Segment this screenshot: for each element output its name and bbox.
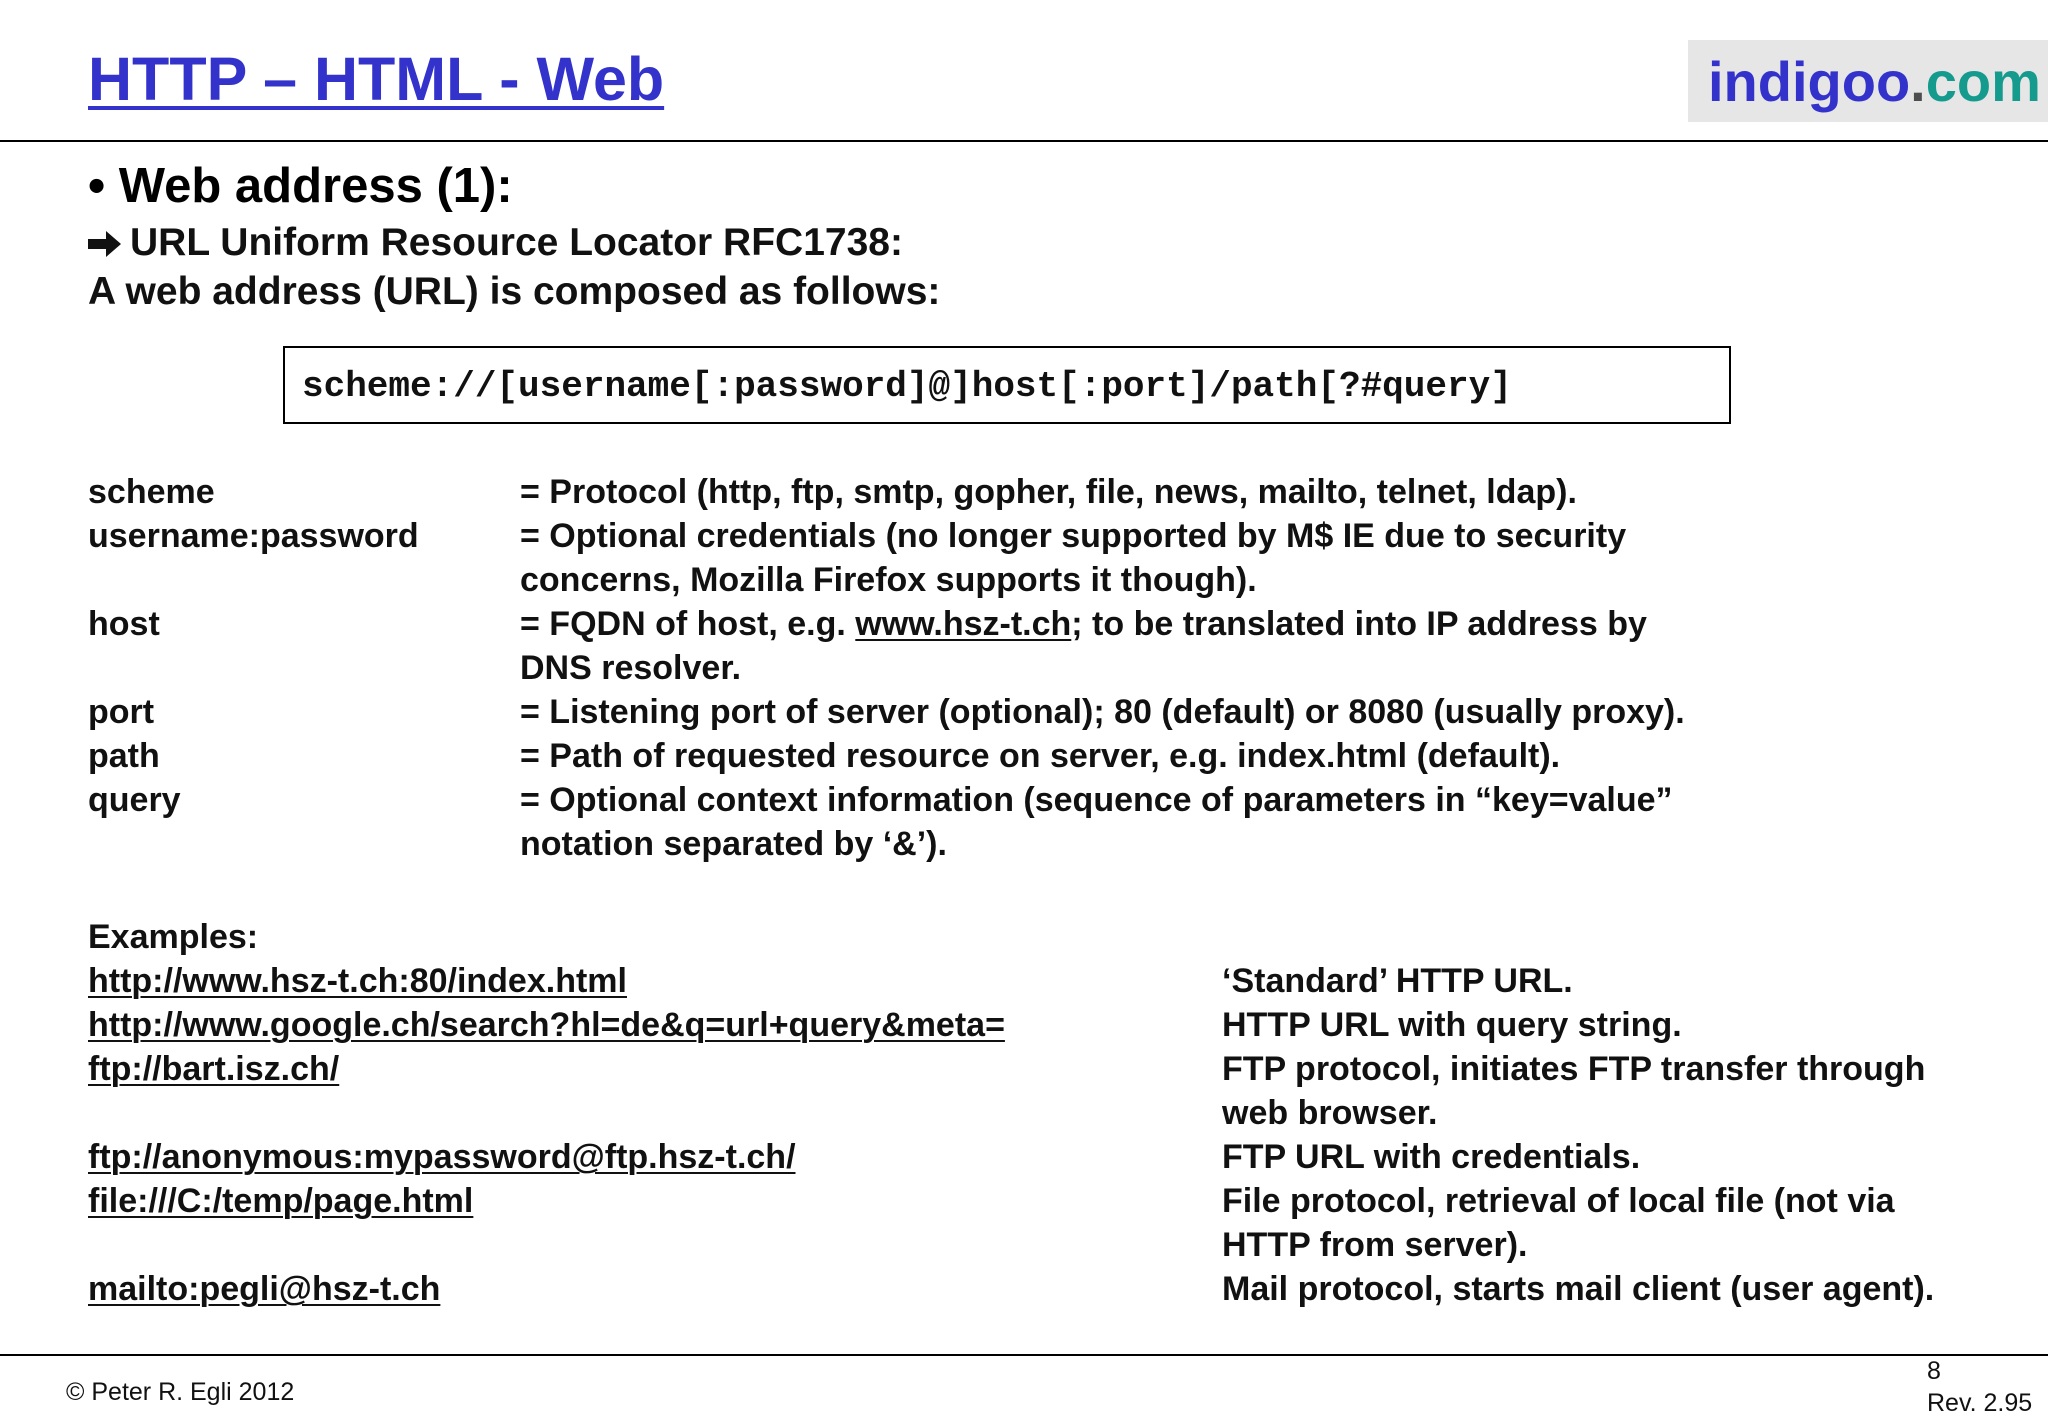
right-arrow-icon: [88, 221, 130, 265]
brand-primary: indigoo: [1708, 50, 1911, 113]
url-syntax-box: [283, 346, 1731, 424]
example-desc: ‘Standard’ HTTP URL.: [1222, 962, 1573, 1000]
example-url-link[interactable]: ftp://bart.isz.ch/: [88, 1050, 340, 1088]
section-subheading: [88, 221, 903, 265]
example-url-link[interactable]: http://www.google.ch/search?hl=de&q=url+query&meta=: [88, 1006, 1005, 1044]
brand-logo: [1688, 40, 2048, 122]
desc-port: = Listening port of server (optional); 80 (default) or 8080 (usually proxy).: [520, 693, 1685, 731]
subheading-text: URL Uniform Resource Locator RFC1738:: [130, 221, 903, 264]
desc-host-line1: [520, 605, 1647, 644]
desc-credentials-line2: concerns, Mozilla Firefox supports it though).: [520, 561, 1257, 599]
desc-credentials-line1: = Optional credentials (no longer supported by M$ IE due to security: [520, 517, 1627, 555]
example-desc: File protocol, retrieval of local file (not via: [1222, 1182, 1895, 1220]
term-port: port: [88, 693, 155, 731]
term-query: query: [88, 781, 181, 819]
brand-dot: .: [1910, 50, 1926, 113]
desc-host-post: ; to be translated into IP address by: [1071, 605, 1647, 643]
examples-title: Examples:: [88, 918, 259, 956]
desc-host-pre: = FQDN of host, e.g.: [520, 605, 856, 643]
term-path: path: [88, 737, 160, 775]
term-host: host: [88, 605, 160, 643]
example-desc-continued: web browser.: [1222, 1094, 1438, 1132]
desc-path: = Path of requested resource on server, e.g. index.html (default).: [520, 737, 1561, 775]
brand-wordmark: [1708, 49, 2041, 114]
example-desc-continued: HTTP from server).: [1222, 1226, 1528, 1264]
brand-secondary: com: [1925, 50, 2041, 113]
revision-label: Rev. 2.95: [1927, 1389, 2033, 1417]
host-example-link[interactable]: www.hsz-t.ch: [855, 605, 1072, 643]
example-desc: Mail protocol, starts mail client (user agent).: [1222, 1270, 1935, 1308]
example-url-link[interactable]: mailto:pegli@hsz-t.ch: [88, 1270, 441, 1308]
example-desc: HTTP URL with query string.: [1222, 1006, 1682, 1044]
example-url-link[interactable]: file:///C:/temp/page.html: [88, 1182, 474, 1220]
desc-scheme: = Protocol (http, ftp, smtp, gopher, file, news, mailto, telnet, ldap).: [520, 473, 1577, 511]
url-syntax: scheme://[username[:password]@]host[:port]/path[?#query]: [302, 366, 1512, 407]
example-url-link[interactable]: ftp://anonymous:mypassword@ftp.hsz-t.ch/: [88, 1138, 796, 1176]
header-divider: [0, 140, 2048, 142]
section-heading: • Web address (1):: [88, 159, 513, 213]
footer-divider: [0, 1354, 2048, 1356]
footer-copyright: © Peter R. Egli 2012: [66, 1378, 295, 1406]
term-scheme: scheme: [88, 473, 215, 511]
page-number: 8: [1927, 1357, 1941, 1385]
desc-query-line2: notation separated by ‘&’).: [520, 825, 947, 863]
example-desc: FTP URL with credentials.: [1222, 1138, 1641, 1176]
intro-text: A web address (URL) is composed as follows:: [88, 270, 941, 313]
term-credentials: username:password: [88, 517, 419, 555]
desc-query-line1: = Optional context information (sequence of parameters in “key=value”: [520, 781, 1673, 819]
slide-title: HTTP – HTML - Web: [88, 45, 665, 113]
example-url-link[interactable]: http://www.hsz-t.ch:80/index.html: [88, 962, 627, 1000]
example-desc: FTP protocol, initiates FTP transfer through: [1222, 1050, 1926, 1088]
desc-host-line2: DNS resolver.: [520, 649, 742, 687]
